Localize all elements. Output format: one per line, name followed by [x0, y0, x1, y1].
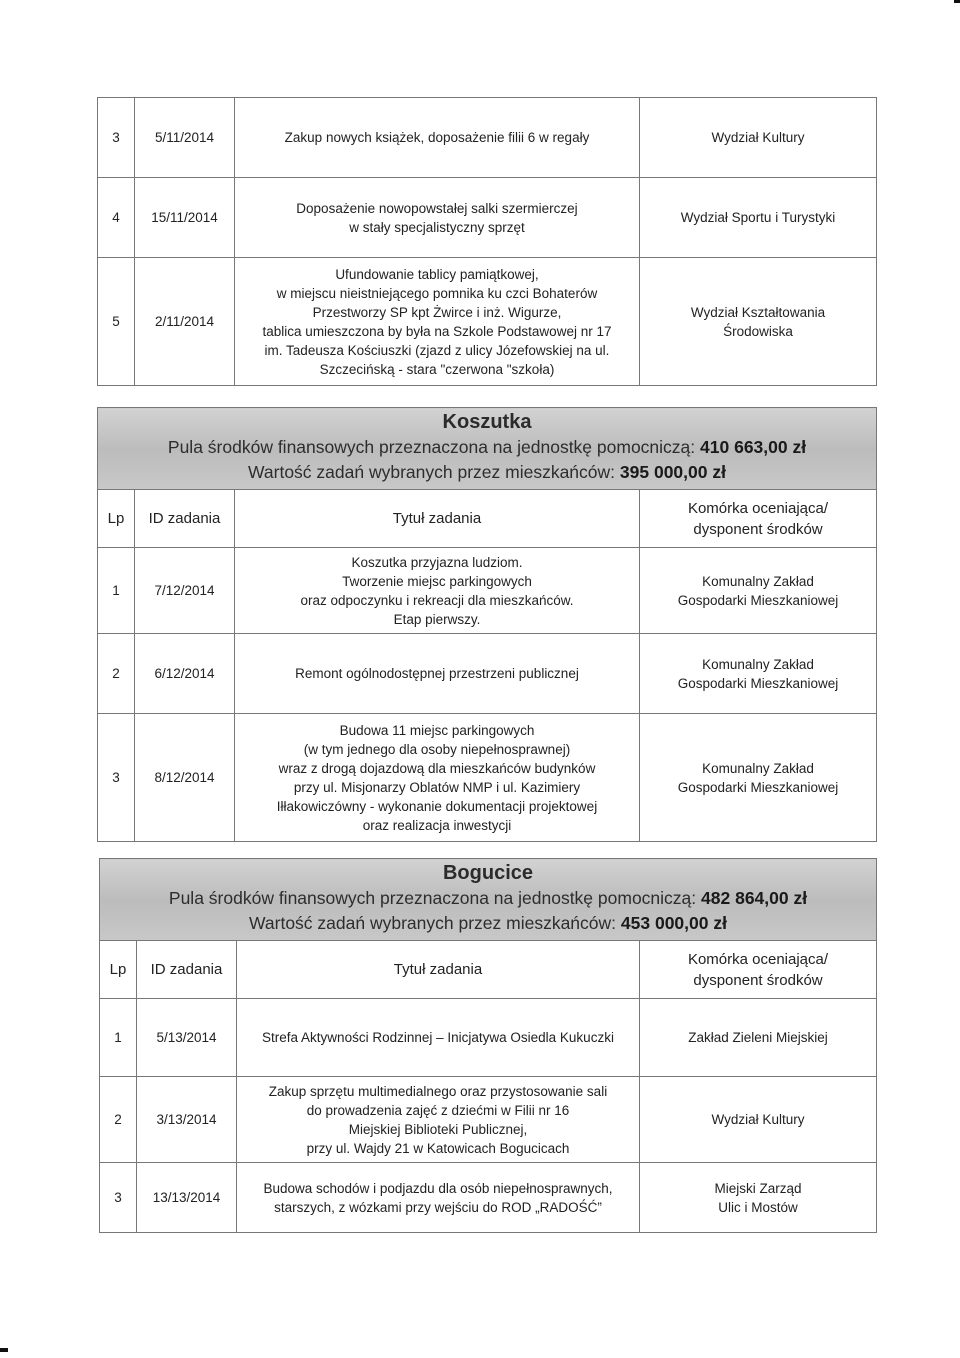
row-id: 6/12/2014: [135, 634, 235, 714]
row-id: 7/12/2014: [135, 548, 235, 634]
header-id: ID zadania: [135, 490, 235, 548]
table-header: [100, 941, 877, 999]
district-banner: [98, 408, 877, 490]
row-lp: 2: [98, 634, 135, 714]
pool-label: Pula środków finansowych przeznaczona na jednostkę pomocniczą:: [168, 888, 697, 908]
district-name: Koszutka: [442, 411, 532, 433]
row-title: Budowa 11 miejsc parkingowych (w tym jednego dla osoby niepełnosprawnej) wraz z drogą dojazdową dla mieszkańców budynków przy ul. Misjonarzy Oblatów NMP i ul. Kazimiery Iłłakowiczówny - wykonanie dokumentacji projektowej oraz realizacja inwestycji: [235, 714, 640, 842]
table-row: [98, 634, 877, 714]
district-name: Bogucice: [442, 862, 534, 884]
table-row: [98, 258, 877, 386]
row-dept: Wydział Sportu i Turystyki: [640, 178, 877, 258]
district-banner: [100, 859, 877, 941]
header-title: Tytuł zadania: [235, 490, 640, 548]
row-lp: 3: [98, 714, 135, 842]
row-lp: 3: [100, 1163, 137, 1233]
scan-mark: [0, 1348, 8, 1352]
row-lp: 1: [100, 999, 137, 1077]
row-id: 5/13/2014: [137, 999, 237, 1077]
row-id: 15/11/2014: [135, 178, 235, 258]
table-row: [100, 1163, 877, 1233]
chosen-label: Wartość zadań wybranych przez mieszkańców:: [248, 462, 616, 482]
table-row: [100, 1077, 877, 1163]
row-title: Zakup sprzętu multimedialnego oraz przystosowanie sali do prowadzenia zajęć z dziećmi w Filii nr 16 Miejskiej Biblioteki Publicznej, przy ul. Wajdy 21 w Katowicach Bogucicach: [237, 1077, 640, 1163]
pool-value: 482 864,00 zł: [701, 888, 808, 908]
row-title: Budowa schodów i podjazdu dla osób niepełnosprawnych, starszych, z wózkami przy wejściu do ROD „RADOŚĆ”: [237, 1163, 640, 1233]
row-title: Ufundowanie tablicy pamiątkowej, w miejscu nieistniejącego pomnika ku czci Bohaterów Przestworzy SP kpt Żwirce i inż. Wigurze, tablica umieszczona by była na Szkole Podstawowej nr 17 im. Tadeusza Kościuszki (zjazd z ulicy Józefowskiej na ul. Szczecińską - stara "czerwona "szkoła): [235, 258, 640, 386]
chosen-value: 453 000,00 zł: [620, 913, 727, 933]
row-lp: 1: [98, 548, 135, 634]
row-dept: Zakład Zieleni Miejskiej: [640, 999, 877, 1077]
header-dept: Komórka oceniająca/ dysponent środków: [640, 941, 877, 999]
row-id: 13/13/2014: [137, 1163, 237, 1233]
table-row: [98, 714, 877, 842]
row-id: 2/11/2014: [135, 258, 235, 386]
header-title: Tytuł zadania: [237, 941, 640, 999]
continued-table: [97, 97, 877, 386]
table-row: [98, 98, 877, 178]
row-title: Koszutka przyjazna ludziom. Tworzenie miejsc parkingowych oraz odpoczynku i rekreacji dla mieszkańców. Etap pierwszy.: [235, 548, 640, 634]
chosen-line: [100, 911, 876, 936]
row-dept: Wydział Kultury: [640, 1077, 877, 1163]
header-lp: Lp: [100, 941, 137, 999]
row-title: Zakup nowych książek, doposażenie filii 6 w regały: [235, 98, 640, 178]
row-id: 8/12/2014: [135, 714, 235, 842]
row-title: Doposażenie nowopowstałej salki szermierczej w stały specjalistyczny sprzęt: [235, 178, 640, 258]
pool-line: [100, 886, 876, 911]
row-title: Remont ogólnodostępnej przestrzeni publicznej: [235, 634, 640, 714]
table-row: [98, 178, 877, 258]
row-dept: Miejski Zarząd Ulic i Mostów: [640, 1163, 877, 1233]
row-id: 3/13/2014: [137, 1077, 237, 1163]
table-header: [98, 490, 877, 548]
koszutka-table: [97, 407, 877, 842]
row-lp: 4: [98, 178, 135, 258]
row-lp: 2: [100, 1077, 137, 1163]
chosen-label: Wartość zadań wybranych przez mieszkańców:: [249, 913, 617, 933]
chosen-value: 395 000,00 zł: [619, 462, 726, 482]
scan-mark: [954, 0, 960, 3]
pool-line: [98, 435, 876, 460]
row-dept: Wydział Kultury: [640, 98, 877, 178]
row-id: 5/11/2014: [135, 98, 235, 178]
row-dept: Wydział Kształtowania Środowiska: [640, 258, 877, 386]
pool-value: 410 663,00 zł: [700, 437, 807, 457]
bogucice-table: [99, 858, 877, 1233]
row-dept: Komunalny Zakład Gospodarki Mieszkaniowej: [640, 714, 877, 842]
table-row: [100, 999, 877, 1077]
chosen-line: [98, 460, 876, 485]
header-dept: Komórka oceniająca/ dysponent środków: [640, 490, 877, 548]
header-lp: Lp: [98, 490, 135, 548]
row-lp: 5: [98, 258, 135, 386]
pool-label: Pula środków finansowych przeznaczona na jednostkę pomocniczą:: [167, 437, 696, 457]
row-dept: Komunalny Zakład Gospodarki Mieszkaniowej: [640, 548, 877, 634]
row-dept: Komunalny Zakład Gospodarki Mieszkaniowej: [640, 634, 877, 714]
row-lp: 3: [98, 98, 135, 178]
row-title: Strefa Aktywności Rodzinnej – Inicjatywa Osiedla Kukuczki: [237, 999, 640, 1077]
header-id: ID zadania: [137, 941, 237, 999]
table-row: [98, 548, 877, 634]
